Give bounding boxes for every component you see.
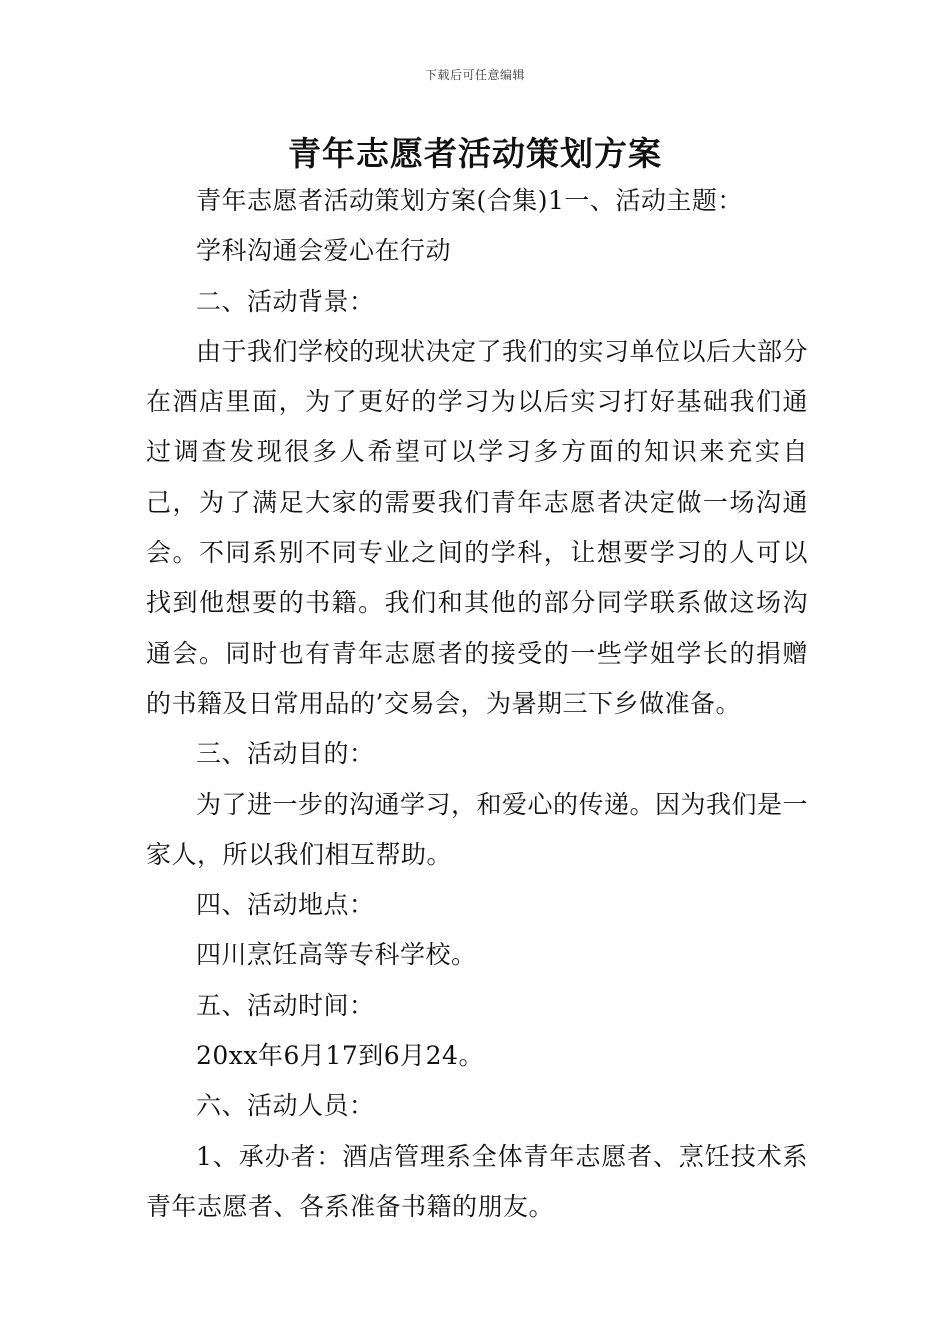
paragraph-intro: 青年志愿者活动策划方案(合集)1一、活动主题： [196,186,743,215]
document-body [146,176,808,1232]
heading-purpose: 三、活动目的： [196,739,375,769]
paragraph-background: 由于我们学校的现状决定了我们的实习单位以后大部分在酒店里面，为了更好的学习为以后实习打好基础我们通过调查发现很多人希望可以学习多方面的知识来充实自己，为了满足大家的需要我们青年志愿者决定做一场沟通会。不同系别不同专业之间的学科，让想要学习的人可以找到他想要的书籍。我们和其他的部分同学联系做这场沟通会。同时也有青年志愿者的接受的一些学姐学长的捐赠的书籍及日常用品的’交易会，为暑期三下乡做准备。 [146,336,809,718]
heading-background: 二、活动背景： [196,286,375,316]
paragraph-purpose: 为了进一步的沟通学习，和爱心的传递。因为我们是一家人，所以我们相互帮助。 [146,789,809,869]
paragraph-theme: 学科沟通会爱心在行动 [196,236,452,266]
heading-location: 四、活动地点： [196,890,375,920]
document-title: 青年志愿者活动策划方案 [288,134,662,173]
paragraph-location: 四川烹饪高等专科学校。 [196,940,477,970]
paragraph-time: 20xx年6月17到6月24。 [196,1041,484,1071]
heading-time: 五、活动时间： [196,990,375,1020]
paragraph-personnel: 1、承办者：酒店管理系全体青年志愿者、烹饪技术系青年志愿者、各系准备书籍的朋友。 [146,1141,808,1221]
heading-personnel: 六、活动人员： [196,1091,375,1121]
header-note: 下载后可任意编辑 [424,68,525,82]
